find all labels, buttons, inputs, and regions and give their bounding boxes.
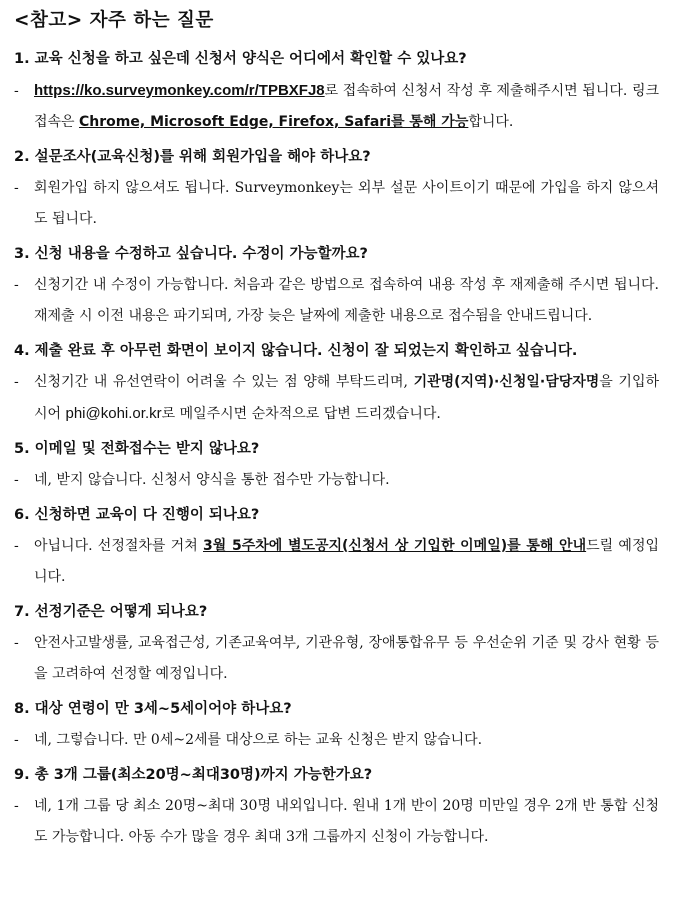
survey-link[interactable]: https://ko.surveymonkey.com/r/TPBXFJ8	[34, 82, 325, 99]
faq-answer-4: - 신청기간 내 유선연락이 어려울 수 있는 점 양해 부탁드리며, 기관명(지역)·신청일·담당자명을 기입하시어 phi@kohi.or.kr로 메일주시면 순차적으로 답변 드리겠습니다.	[14, 374, 660, 422]
faq-answer-3: - 신청기간 내 수정이 가능합니다. 처음과 같은 방법으로 접속하여 내용 작성 후 재제출해 주시면 됩니다. 재제출 시 이전 내용은 파기되며, 가장 늦은 날짜에 제출한 내용으로 접수됨을 안내드립니다.	[14, 277, 659, 324]
faq-answer-7: - 안전사고발생률, 교육접근성, 기존교육여부, 기관유형, 장애통합유무 등 우선순위 기준 및 강사 현황 등을 고려하여 선정할 예정입니다.	[14, 635, 659, 682]
faq-question-6: 6. 신청하면 교육이 다 진행이 되나요?	[14, 507, 260, 523]
faq-answer-9: - 네, 1개 그룹 당 최소 20명~최대 30명 내외입니다. 원내 1개 반이 20명 미만일 경우 2개 반 통합 신청도 가능합니다. 아동 수가 많을 경우 최대 3개 그룹까지 신청이 가능합니다.	[14, 798, 659, 845]
supported-browsers: Chrome, Microsoft Edge, Firefox, Safari를 통해 가능	[79, 114, 469, 130]
faq-answer-2: - 회원가입 하지 않으셔도 됩니다. Surveymonkey는 외부 설문 사이트이기 때문에 가입을 하지 않으셔도 됩니다.	[14, 180, 659, 227]
faq-question-4: 4. 제출 완료 후 아무런 화면이 보이지 않습니다. 신청이 잘 되었는지 확인하고 싶습니다.	[14, 343, 578, 359]
faq-question-3: 3. 신청 내용을 수정하고 싶습니다. 수정이 가능할까요?	[14, 246, 368, 262]
page-title: <참고> 자주 하는 질문	[14, 10, 214, 31]
faq-answer-1: - https://ko.surveymonkey.com/r/TPBXFJ8로 접속하여 신청서 작성 후 제출해주시면 됩니다. 링크접속은 Chrome, Microsoft Edge, Firefox, Safari를 통해 가능합니다.	[14, 82, 659, 130]
faq-question-5: 5. 이메일 및 전화접수는 받지 않나요?	[14, 441, 260, 457]
contact-email[interactable]: phi@kohi.or.kr	[65, 405, 162, 422]
faq-answer-6: - 아닙니다. 선정절차를 거쳐 3월 5주차에 별도공지(신청서 상 기입한 이메일)를 통해 안내드릴 예정입니다.	[14, 538, 659, 585]
faq-answer-5: - 네, 받지 않습니다. 신청서 양식을 통한 접수만 가능합니다.	[14, 472, 390, 488]
faq-question-1: 1. 교육 신청을 하고 싶은데 신청서 양식은 어디에서 확인할 수 있나요?	[14, 51, 467, 67]
announcement-notice: 3월 5주차에 별도공지(신청서 상 기입한 이메일)를 통해 안내	[203, 538, 587, 554]
faq-answer-8: - 네, 그렇습니다. 만 0세~2세를 대상으로 하는 교육 신청은 받지 않습니다.	[14, 732, 483, 748]
faq-question-8: 8. 대상 연령이 만 3세~5세이어야 하나요?	[14, 701, 292, 717]
faq-question-9: 9. 총 3개 그룹(최소20명~최대30명)까지 가능한가요?	[14, 767, 373, 783]
required-info: 기관명(지역)·신청일·담당자명	[413, 374, 600, 390]
faq-question-2: 2. 설문조사(교육신청)를 위해 회원가입을 해야 하나요?	[14, 149, 371, 165]
faq-question-7: 7. 선정기준은 어떻게 되나요?	[14, 604, 208, 620]
